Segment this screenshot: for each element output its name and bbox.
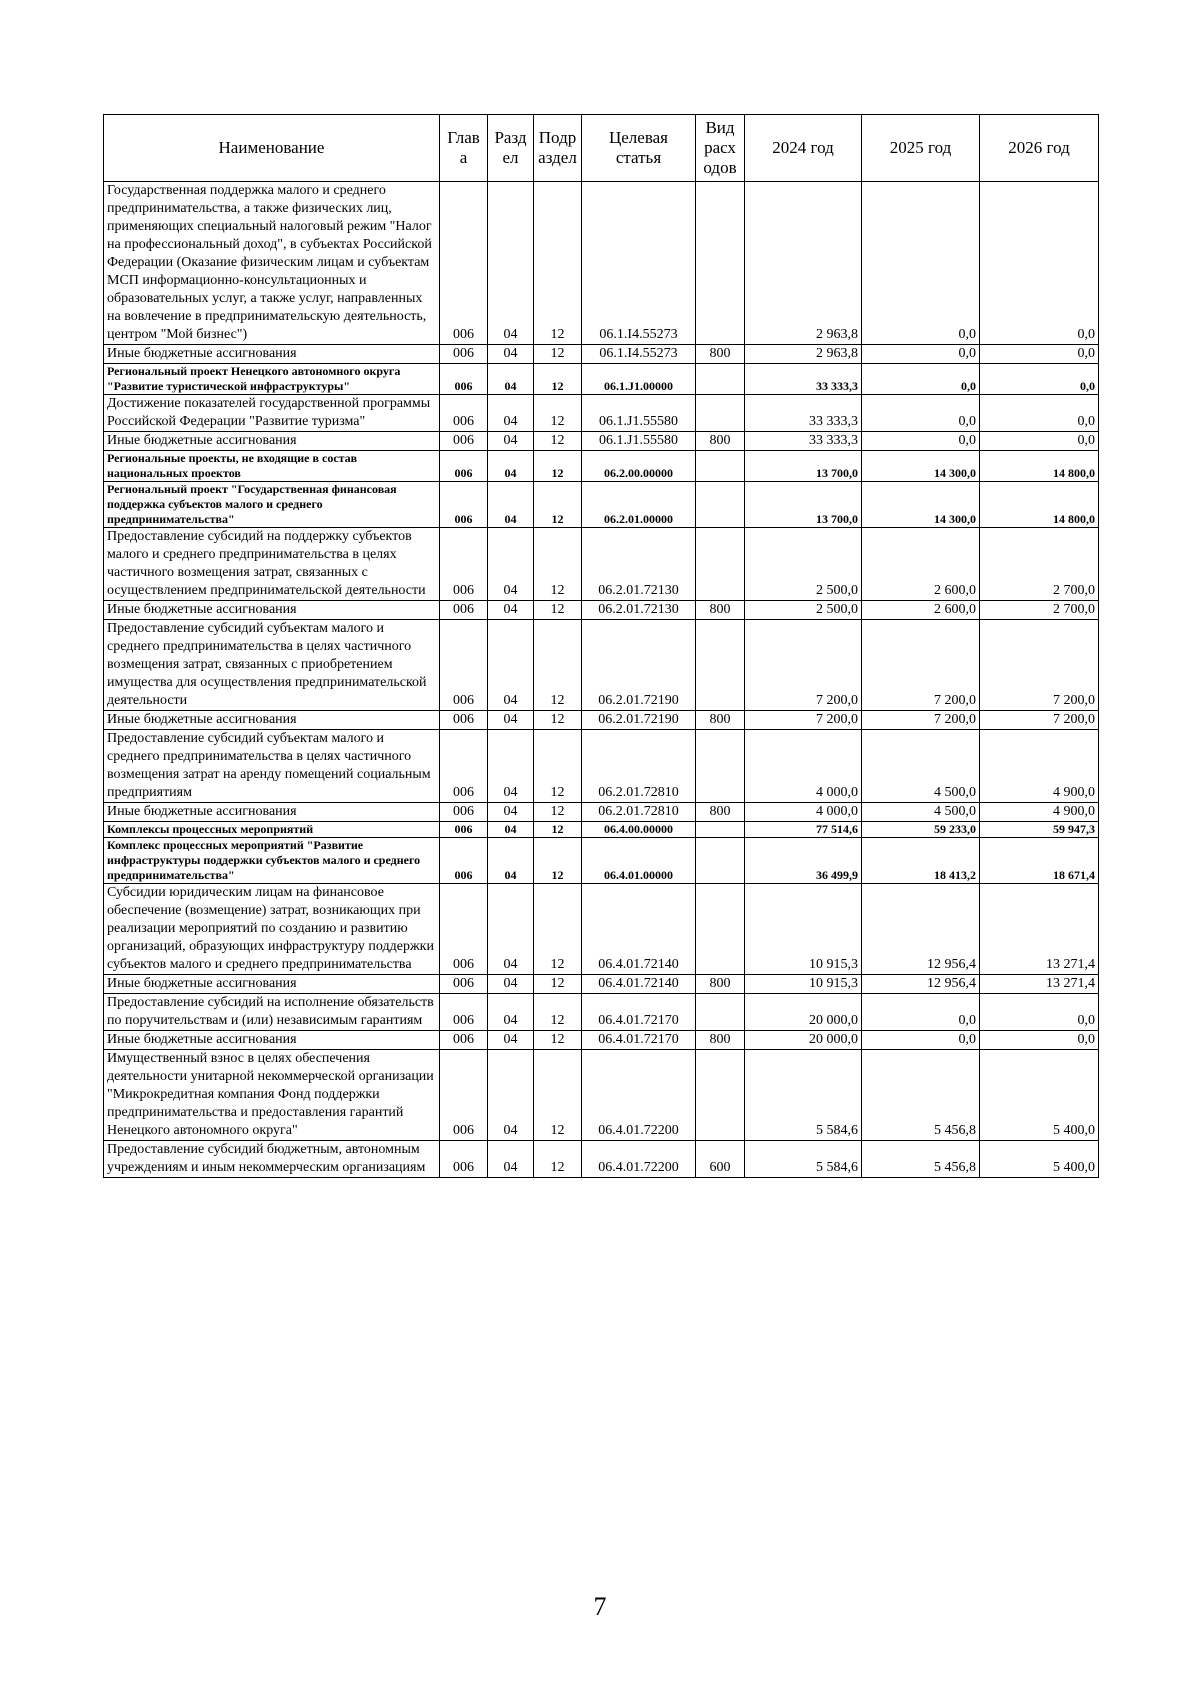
cell-name: Иные бюджетные ассигнования xyxy=(104,803,440,822)
cell-statya: 06.4.01.72170 xyxy=(582,1031,696,1050)
cell-2024: 10 915,3 xyxy=(745,975,862,994)
cell-name: Достижение показателей государственной программы Российской Федерации "Развитие туризма" xyxy=(104,395,440,432)
table-row xyxy=(104,528,1099,601)
cell-name: Государственная поддержка малого и среднего предпринимательства, а также физических лиц, применяющих специальный налоговый режим "Налог на профессиональный доход", в субъектах Российской Федерации (Оказание физическим лицам и субъектам МСП информационно-консультационных и образовательных услуг, а также услуг, направленных на вовлечение в предпринимательскую деятельность, центром "Мой бизнес") xyxy=(104,182,440,345)
cell-2026: 0,0 xyxy=(980,345,1099,364)
cell-2024: 33 333,3 xyxy=(745,432,862,451)
cell-name: Региональный проект Ненецкого автономного округа "Развитие туристической инфраструктуры" xyxy=(104,364,440,395)
table-row xyxy=(104,1141,1099,1178)
cell-2024: 4 000,0 xyxy=(745,803,862,822)
cell-vid xyxy=(696,395,745,432)
cell-podrazdel: 12 xyxy=(534,711,582,730)
cell-2026: 14 800,0 xyxy=(980,451,1099,482)
cell-2025: 18 413,2 xyxy=(862,838,980,884)
cell-2024: 4 000,0 xyxy=(745,730,862,803)
cell-razdel: 04 xyxy=(488,601,534,620)
cell-glava: 006 xyxy=(440,730,488,803)
cell-2026: 0,0 xyxy=(980,432,1099,451)
cell-vid xyxy=(696,482,745,528)
cell-2024: 13 700,0 xyxy=(745,451,862,482)
table-row xyxy=(104,975,1099,994)
cell-2026: 0,0 xyxy=(980,182,1099,345)
cell-name: Субсидии юридическим лицам на финансовое обеспечение (возмещение) затрат, возникающих при реализации мероприятий по созданию и развитию организаций, образующих инфраструктуру поддержки субъектов малого и среднего предпринимательства xyxy=(104,884,440,975)
cell-statya: 06.4.01.72170 xyxy=(582,994,696,1031)
cell-2025: 14 300,0 xyxy=(862,451,980,482)
cell-statya: 06.4.01.72200 xyxy=(582,1050,696,1141)
budget-table xyxy=(103,114,1099,1178)
cell-razdel: 04 xyxy=(488,482,534,528)
cell-2024: 33 333,3 xyxy=(745,395,862,432)
cell-glava: 006 xyxy=(440,803,488,822)
cell-2026: 13 271,4 xyxy=(980,884,1099,975)
cell-statya: 06.1.I4.55273 xyxy=(582,182,696,345)
cell-statya: 06.2.01.72810 xyxy=(582,803,696,822)
cell-2025: 4 500,0 xyxy=(862,730,980,803)
cell-razdel: 04 xyxy=(488,528,534,601)
cell-statya: 06.1.J1.55580 xyxy=(582,432,696,451)
cell-2025: 59 233,0 xyxy=(862,822,980,838)
cell-razdel: 04 xyxy=(488,432,534,451)
cell-podrazdel: 12 xyxy=(534,822,582,838)
cell-2024: 7 200,0 xyxy=(745,620,862,711)
cell-razdel: 04 xyxy=(488,620,534,711)
cell-vid: 800 xyxy=(696,601,745,620)
cell-glava: 006 xyxy=(440,395,488,432)
cell-glava: 006 xyxy=(440,838,488,884)
cell-2024: 7 200,0 xyxy=(745,711,862,730)
cell-2024: 20 000,0 xyxy=(745,1031,862,1050)
cell-podrazdel: 12 xyxy=(534,364,582,395)
cell-2025: 4 500,0 xyxy=(862,803,980,822)
table-row xyxy=(104,432,1099,451)
cell-vid xyxy=(696,528,745,601)
cell-statya: 06.4.01.00000 xyxy=(582,838,696,884)
cell-2025: 0,0 xyxy=(862,432,980,451)
cell-2025: 5 456,8 xyxy=(862,1141,980,1178)
cell-2025: 0,0 xyxy=(862,345,980,364)
cell-glava: 006 xyxy=(440,822,488,838)
cell-podrazdel: 12 xyxy=(534,528,582,601)
header-2025: 2025 год xyxy=(862,115,980,182)
cell-podrazdel: 12 xyxy=(534,838,582,884)
table-row xyxy=(104,395,1099,432)
table-row xyxy=(104,838,1099,884)
cell-vid xyxy=(696,182,745,345)
cell-razdel: 04 xyxy=(488,1050,534,1141)
cell-vid xyxy=(696,730,745,803)
cell-vid xyxy=(696,994,745,1031)
cell-2025: 12 956,4 xyxy=(862,884,980,975)
cell-2026: 0,0 xyxy=(980,1031,1099,1050)
table-row xyxy=(104,994,1099,1031)
cell-name: Предоставление субсидий субъектам малого и среднего предпринимательства в целях частичного возмещения затрат на аренду помещений социальным предприятиям xyxy=(104,730,440,803)
cell-name: Комплексы процессных мероприятий xyxy=(104,822,440,838)
cell-2024: 20 000,0 xyxy=(745,994,862,1031)
cell-vid xyxy=(696,364,745,395)
cell-statya: 06.1.J1.00000 xyxy=(582,364,696,395)
cell-razdel: 04 xyxy=(488,364,534,395)
cell-podrazdel: 12 xyxy=(534,730,582,803)
cell-2024: 2 963,8 xyxy=(745,345,862,364)
cell-glava: 006 xyxy=(440,364,488,395)
cell-razdel: 04 xyxy=(488,711,534,730)
table-row xyxy=(104,620,1099,711)
cell-2024: 2 963,8 xyxy=(745,182,862,345)
cell-vid: 800 xyxy=(696,345,745,364)
header-vid: Вид расх одов xyxy=(696,115,745,182)
cell-2026: 0,0 xyxy=(980,994,1099,1031)
page-number: 7 xyxy=(593,1592,607,1621)
cell-2026: 2 700,0 xyxy=(980,528,1099,601)
cell-vid xyxy=(696,620,745,711)
table-row xyxy=(104,884,1099,975)
table-body xyxy=(104,182,1099,1178)
cell-2026: 2 700,0 xyxy=(980,601,1099,620)
cell-podrazdel: 12 xyxy=(534,451,582,482)
cell-statya: 06.2.01.72810 xyxy=(582,730,696,803)
cell-statya: 06.2.01.72190 xyxy=(582,711,696,730)
cell-glava: 006 xyxy=(440,451,488,482)
cell-2025: 7 200,0 xyxy=(862,620,980,711)
cell-podrazdel: 12 xyxy=(534,182,582,345)
cell-2026: 13 271,4 xyxy=(980,975,1099,994)
cell-2024: 77 514,6 xyxy=(745,822,862,838)
cell-glava: 006 xyxy=(440,1141,488,1178)
cell-glava: 006 xyxy=(440,528,488,601)
cell-glava: 006 xyxy=(440,620,488,711)
cell-2026: 0,0 xyxy=(980,364,1099,395)
cell-razdel: 04 xyxy=(488,994,534,1031)
table-row xyxy=(104,601,1099,620)
cell-2025: 0,0 xyxy=(862,1031,980,1050)
cell-glava: 006 xyxy=(440,1031,488,1050)
cell-2025: 0,0 xyxy=(862,395,980,432)
table-row xyxy=(104,822,1099,838)
cell-glava: 006 xyxy=(440,1050,488,1141)
cell-2026: 5 400,0 xyxy=(980,1050,1099,1141)
cell-2024: 2 500,0 xyxy=(745,601,862,620)
cell-statya: 06.2.01.72190 xyxy=(582,620,696,711)
cell-vid: 800 xyxy=(696,1031,745,1050)
cell-statya: 06.4.00.00000 xyxy=(582,822,696,838)
cell-2025: 2 600,0 xyxy=(862,528,980,601)
cell-podrazdel: 12 xyxy=(534,601,582,620)
cell-glava: 006 xyxy=(440,345,488,364)
cell-2026: 59 947,3 xyxy=(980,822,1099,838)
table-row xyxy=(104,482,1099,528)
cell-razdel: 04 xyxy=(488,884,534,975)
cell-2026: 5 400,0 xyxy=(980,1141,1099,1178)
table-row xyxy=(104,803,1099,822)
header-glava: Глав а xyxy=(440,115,488,182)
table-row xyxy=(104,711,1099,730)
cell-podrazdel: 12 xyxy=(534,1031,582,1050)
cell-name: Предоставление субсидий субъектам малого и среднего предпринимательства в целях частичного возмещения затрат, связанных с приобретением имущества для осуществления предпринимательской деятельности xyxy=(104,620,440,711)
cell-glava: 006 xyxy=(440,975,488,994)
budget-table-container xyxy=(103,114,1098,1178)
cell-statya: 06.4.01.72140 xyxy=(582,975,696,994)
cell-podrazdel: 12 xyxy=(534,1141,582,1178)
header-podrazdel: Подр аздел xyxy=(534,115,582,182)
cell-razdel: 04 xyxy=(488,395,534,432)
cell-2026: 7 200,0 xyxy=(980,711,1099,730)
cell-podrazdel: 12 xyxy=(534,395,582,432)
cell-podrazdel: 12 xyxy=(534,432,582,451)
cell-statya: 06.4.01.72140 xyxy=(582,884,696,975)
cell-razdel: 04 xyxy=(488,838,534,884)
cell-podrazdel: 12 xyxy=(534,803,582,822)
cell-glava: 006 xyxy=(440,482,488,528)
table-row xyxy=(104,182,1099,345)
cell-name: Предоставление субсидий на поддержку субъектов малого и среднего предпринимательства в целях частичного возмещения затрат, связанных с осуществлением предпринимательской деятельности xyxy=(104,528,440,601)
cell-2025: 0,0 xyxy=(862,364,980,395)
cell-name: Иные бюджетные ассигнования xyxy=(104,975,440,994)
cell-podrazdel: 12 xyxy=(534,1050,582,1141)
cell-2025: 0,0 xyxy=(862,182,980,345)
cell-statya: 06.1.J1.55580 xyxy=(582,395,696,432)
header-name: Наименование xyxy=(104,115,440,182)
cell-razdel: 04 xyxy=(488,1031,534,1050)
cell-name: Имущественный взнос в целях обеспечения деятельности унитарной некоммерческой организации "Микрокредитная компания Фонд поддержки предпринимательства и предоставления гарантий Ненецкого автономного округа" xyxy=(104,1050,440,1141)
cell-statya: 06.2.01.00000 xyxy=(582,482,696,528)
cell-2025: 14 300,0 xyxy=(862,482,980,528)
table-row xyxy=(104,1050,1099,1141)
cell-2026: 18 671,4 xyxy=(980,838,1099,884)
cell-podrazdel: 12 xyxy=(534,994,582,1031)
cell-glava: 006 xyxy=(440,601,488,620)
table-row xyxy=(104,364,1099,395)
cell-2024: 33 333,3 xyxy=(745,364,862,395)
cell-2024: 10 915,3 xyxy=(745,884,862,975)
cell-name: Комплекс процессных мероприятий "Развитие инфраструктуры поддержки субъектов малого и среднего предпринимательства" xyxy=(104,838,440,884)
cell-statya: 06.2.00.00000 xyxy=(582,451,696,482)
cell-2024: 5 584,6 xyxy=(745,1050,862,1141)
cell-glava: 006 xyxy=(440,884,488,975)
cell-vid xyxy=(696,1050,745,1141)
cell-razdel: 04 xyxy=(488,451,534,482)
header-statya: Целевая статья xyxy=(582,115,696,182)
cell-2025: 5 456,8 xyxy=(862,1050,980,1141)
cell-2024: 13 700,0 xyxy=(745,482,862,528)
cell-2026: 4 900,0 xyxy=(980,730,1099,803)
cell-podrazdel: 12 xyxy=(534,884,582,975)
cell-vid xyxy=(696,838,745,884)
cell-2025: 12 956,4 xyxy=(862,975,980,994)
cell-podrazdel: 12 xyxy=(534,482,582,528)
cell-2026: 4 900,0 xyxy=(980,803,1099,822)
cell-podrazdel: 12 xyxy=(534,620,582,711)
cell-glava: 006 xyxy=(440,182,488,345)
table-row xyxy=(104,345,1099,364)
cell-vid: 800 xyxy=(696,803,745,822)
cell-2025: 0,0 xyxy=(862,994,980,1031)
table-header-row xyxy=(104,115,1099,182)
cell-2024: 2 500,0 xyxy=(745,528,862,601)
cell-razdel: 04 xyxy=(488,1141,534,1178)
cell-name: Иные бюджетные ассигнования xyxy=(104,432,440,451)
cell-vid: 800 xyxy=(696,711,745,730)
cell-vid xyxy=(696,884,745,975)
header-razdel: Разд ел xyxy=(488,115,534,182)
cell-glava: 006 xyxy=(440,711,488,730)
cell-vid xyxy=(696,451,745,482)
cell-statya: 06.2.01.72130 xyxy=(582,601,696,620)
cell-vid: 800 xyxy=(696,432,745,451)
cell-name: Иные бюджетные ассигнования xyxy=(104,1031,440,1050)
cell-2024: 5 584,6 xyxy=(745,1141,862,1178)
cell-name: Иные бюджетные ассигнования xyxy=(104,601,440,620)
cell-2026: 7 200,0 xyxy=(980,620,1099,711)
cell-2025: 2 600,0 xyxy=(862,601,980,620)
cell-razdel: 04 xyxy=(488,182,534,345)
cell-name: Региональный проект "Государственная финансовая поддержка субъектов малого и среднего предпринимательства" xyxy=(104,482,440,528)
cell-podrazdel: 12 xyxy=(534,975,582,994)
cell-name: Региональные проекты, не входящие в состав национальных проектов xyxy=(104,451,440,482)
cell-name: Иные бюджетные ассигнования xyxy=(104,711,440,730)
cell-razdel: 04 xyxy=(488,730,534,803)
cell-podrazdel: 12 xyxy=(534,345,582,364)
cell-glava: 006 xyxy=(440,994,488,1031)
cell-razdel: 04 xyxy=(488,803,534,822)
cell-vid: 600 xyxy=(696,1141,745,1178)
cell-vid xyxy=(696,822,745,838)
header-2026: 2026 год xyxy=(980,115,1099,182)
cell-vid: 800 xyxy=(696,975,745,994)
cell-2024: 36 499,9 xyxy=(745,838,862,884)
cell-2025: 7 200,0 xyxy=(862,711,980,730)
cell-statya: 06.2.01.72130 xyxy=(582,528,696,601)
cell-name: Предоставление субсидий на исполнение обязательств по поручительствам и (или) независимым гарантиям xyxy=(104,994,440,1031)
cell-statya: 06.1.I4.55273 xyxy=(582,345,696,364)
header-2024: 2024 год xyxy=(745,115,862,182)
cell-razdel: 04 xyxy=(488,822,534,838)
cell-name: Предоставление субсидий бюджетным, автономным учреждениям и иным некоммерческим организациям xyxy=(104,1141,440,1178)
cell-razdel: 04 xyxy=(488,975,534,994)
cell-glava: 006 xyxy=(440,432,488,451)
table-row xyxy=(104,1031,1099,1050)
cell-statya: 06.4.01.72200 xyxy=(582,1141,696,1178)
cell-name: Иные бюджетные ассигнования xyxy=(104,345,440,364)
table-row xyxy=(104,451,1099,482)
table-row xyxy=(104,730,1099,803)
cell-2026: 0,0 xyxy=(980,395,1099,432)
cell-razdel: 04 xyxy=(488,345,534,364)
cell-2026: 14 800,0 xyxy=(980,482,1099,528)
